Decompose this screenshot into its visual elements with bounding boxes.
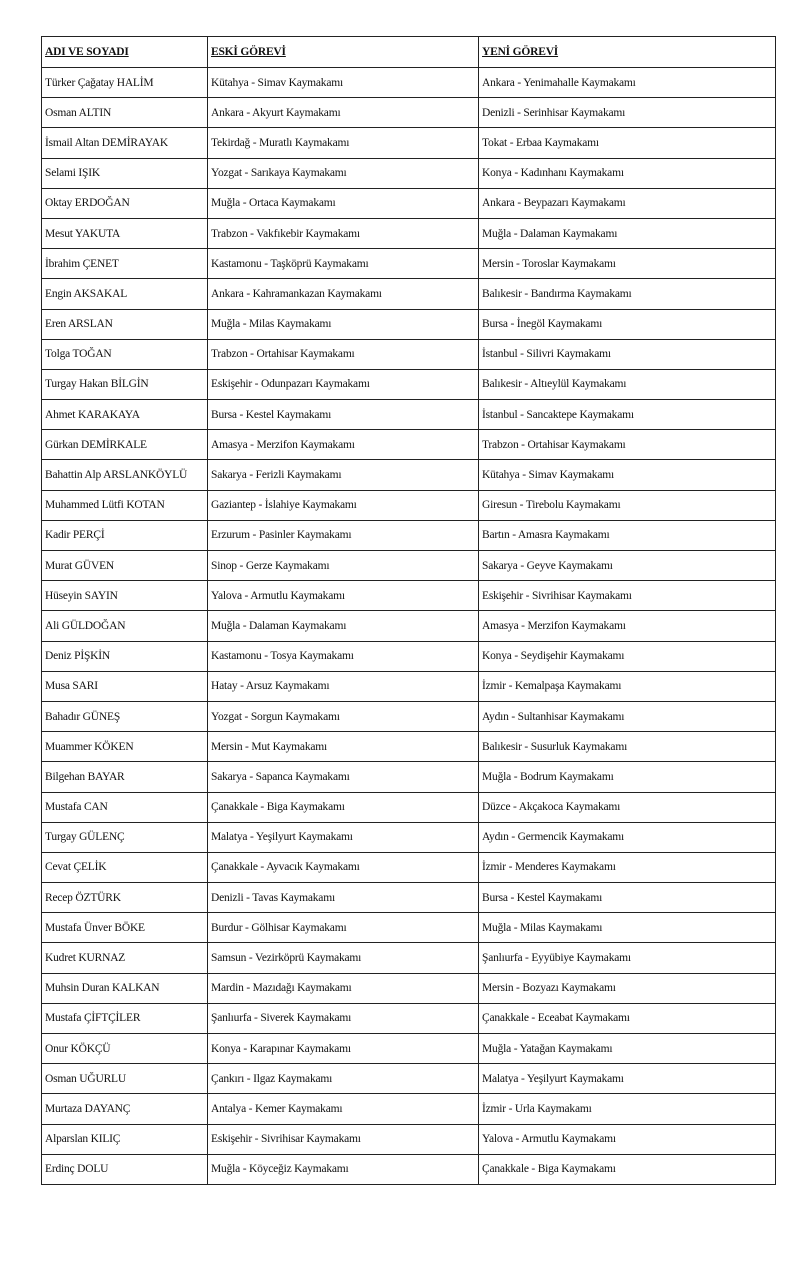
person-name-cell: Engin AKSAKAL	[42, 279, 208, 309]
table-row	[42, 1124, 776, 1154]
table-row	[42, 279, 776, 309]
table-row	[42, 913, 776, 943]
new-position-cell: Ankara - Yenimahalle Kaymakamı	[479, 68, 776, 98]
table-row	[42, 641, 776, 671]
old-position-cell: Bursa - Kestel Kaymakamı	[208, 400, 479, 430]
new-position-cell: Bartın - Amasra Kaymakamı	[479, 520, 776, 550]
table-row	[42, 1064, 776, 1094]
table-row	[42, 218, 776, 248]
old-position-cell: Hatay - Arsuz Kaymakamı	[208, 671, 479, 701]
table-row	[42, 883, 776, 913]
person-name-cell: Kadir PERÇİ	[42, 520, 208, 550]
old-position-cell: Malatya - Yeşilyurt Kaymakamı	[208, 822, 479, 852]
old-position-cell: Sakarya - Ferizli Kaymakamı	[208, 460, 479, 490]
person-name-cell: Cevat ÇELİK	[42, 852, 208, 882]
new-position-cell: Sakarya - Geyve Kaymakamı	[479, 551, 776, 581]
person-name-cell: Recep ÖZTÜRK	[42, 883, 208, 913]
old-position-cell: Ankara - Akyurt Kaymakamı	[208, 98, 479, 128]
table-row	[42, 68, 776, 98]
new-position-cell: İzmir - Urla Kaymakamı	[479, 1094, 776, 1124]
new-position-cell: Mersin - Bozyazı Kaymakamı	[479, 973, 776, 1003]
person-name-cell: Türker Çağatay HALİM	[42, 68, 208, 98]
old-position-cell: Eskişehir - Odunpazarı Kaymakamı	[208, 369, 479, 399]
person-name-cell: Erdinç DOLU	[42, 1154, 208, 1184]
old-position-cell: Gaziantep - İslahiye Kaymakamı	[208, 490, 479, 520]
old-position-cell: Çanakkale - Biga Kaymakamı	[208, 792, 479, 822]
new-position-cell: İzmir - Kemalpaşa Kaymakamı	[479, 671, 776, 701]
person-name-cell: Bahattin Alp ARSLANKÖYLÜ	[42, 460, 208, 490]
table-header-row	[42, 37, 776, 68]
person-name-cell: Muhsin Duran KALKAN	[42, 973, 208, 1003]
new-position-cell: Giresun - Tirebolu Kaymakamı	[479, 490, 776, 520]
new-position-cell: İstanbul - Sancaktepe Kaymakamı	[479, 400, 776, 430]
new-position-cell: İstanbul - Silivri Kaymakamı	[479, 339, 776, 369]
table-row	[42, 400, 776, 430]
old-position-cell: Mersin - Mut Kaymakamı	[208, 732, 479, 762]
new-position-cell: Denizli - Serinhisar Kaymakamı	[479, 98, 776, 128]
person-name-cell: Turgay GÜLENÇ	[42, 822, 208, 852]
new-position-cell: Muğla - Milas Kaymakamı	[479, 913, 776, 943]
person-name-cell: Murat GÜVEN	[42, 551, 208, 581]
new-position-cell: Aydın - Sultanhisar Kaymakamı	[479, 701, 776, 731]
table-row	[42, 98, 776, 128]
old-position-cell: Trabzon - Ortahisar Kaymakamı	[208, 339, 479, 369]
table-row	[42, 732, 776, 762]
person-name-cell: Muammer KÖKEN	[42, 732, 208, 762]
table-row	[42, 460, 776, 490]
new-position-cell: Tokat - Erbaa Kaymakamı	[479, 128, 776, 158]
person-name-cell: Muhammed Lütfi KOTAN	[42, 490, 208, 520]
old-position-cell: Amasya - Merzifon Kaymakamı	[208, 430, 479, 460]
person-name-cell: İbrahim ÇENET	[42, 249, 208, 279]
table-row	[42, 551, 776, 581]
person-name-cell: Osman UĞURLU	[42, 1064, 208, 1094]
table-row	[42, 188, 776, 218]
new-position-cell: Düzce - Akçakoca Kaymakamı	[479, 792, 776, 822]
header-old-position: ESKİ GÖREVİ	[208, 37, 479, 68]
table-row	[42, 852, 776, 882]
person-name-cell: Oktay ERDOĞAN	[42, 188, 208, 218]
table-row	[42, 249, 776, 279]
table-row	[42, 158, 776, 188]
old-position-cell: Burdur - Gölhisar Kaymakamı	[208, 913, 479, 943]
person-name-cell: Mustafa CAN	[42, 792, 208, 822]
new-position-cell: Balıkesir - Susurluk Kaymakamı	[479, 732, 776, 762]
old-position-cell: Tekirdağ - Muratlı Kaymakamı	[208, 128, 479, 158]
table-row	[42, 128, 776, 158]
old-position-cell: Erzurum - Pasinler Kaymakamı	[208, 520, 479, 550]
new-position-cell: Şanlıurfa - Eyyübiye Kaymakamı	[479, 943, 776, 973]
person-name-cell: Mustafa ÇİFTÇİLER	[42, 1003, 208, 1033]
new-position-cell: Eskişehir - Sivrihisar Kaymakamı	[479, 581, 776, 611]
new-position-cell: Kütahya - Simav Kaymakamı	[479, 460, 776, 490]
old-position-cell: Muğla - Dalaman Kaymakamı	[208, 611, 479, 641]
old-position-cell: Mardin - Mazıdağı Kaymakamı	[208, 973, 479, 1003]
person-name-cell: Murtaza DAYANÇ	[42, 1094, 208, 1124]
old-position-cell: Trabzon - Vakfıkebir Kaymakamı	[208, 218, 479, 248]
table-row	[42, 792, 776, 822]
new-position-cell: Malatya - Yeşilyurt Kaymakamı	[479, 1064, 776, 1094]
person-name-cell: Mesut YAKUTA	[42, 218, 208, 248]
old-position-cell: Eskişehir - Sivrihisar Kaymakamı	[208, 1124, 479, 1154]
new-position-cell: Bursa - Kestel Kaymakamı	[479, 883, 776, 913]
old-position-cell: Konya - Karapınar Kaymakamı	[208, 1034, 479, 1064]
new-position-cell: Amasya - Merzifon Kaymakamı	[479, 611, 776, 641]
person-name-cell: Ahmet KARAKAYA	[42, 400, 208, 430]
old-position-cell: Yozgat - Sarıkaya Kaymakamı	[208, 158, 479, 188]
person-name-cell: Eren ARSLAN	[42, 309, 208, 339]
new-position-cell: Bursa - İnegöl Kaymakamı	[479, 309, 776, 339]
table-row	[42, 309, 776, 339]
new-position-cell: Çanakkale - Biga Kaymakamı	[479, 1154, 776, 1184]
table-row	[42, 701, 776, 731]
header-name: ADI VE SOYADI	[42, 37, 208, 68]
person-name-cell: Ali GÜLDOĞAN	[42, 611, 208, 641]
new-position-cell: Trabzon - Ortahisar Kaymakamı	[479, 430, 776, 460]
new-position-cell: Balıkesir - Altıeylül Kaymakamı	[479, 369, 776, 399]
new-position-cell: Muğla - Bodrum Kaymakamı	[479, 762, 776, 792]
person-name-cell: Osman ALTIN	[42, 98, 208, 128]
old-position-cell: Yozgat - Sorgun Kaymakamı	[208, 701, 479, 731]
old-position-cell: Antalya - Kemer Kaymakamı	[208, 1094, 479, 1124]
new-position-cell: Konya - Seydişehir Kaymakamı	[479, 641, 776, 671]
table-row	[42, 369, 776, 399]
old-position-cell: Şanlıurfa - Siverek Kaymakamı	[208, 1003, 479, 1033]
table-row	[42, 520, 776, 550]
old-position-cell: Sinop - Gerze Kaymakamı	[208, 551, 479, 581]
old-position-cell: Kastamonu - Taşköprü Kaymakamı	[208, 249, 479, 279]
person-name-cell: Hüseyin SAYIN	[42, 581, 208, 611]
table-row	[42, 973, 776, 1003]
new-position-cell: İzmir - Menderes Kaymakamı	[479, 852, 776, 882]
person-name-cell: Bilgehan BAYAR	[42, 762, 208, 792]
table-row	[42, 581, 776, 611]
old-position-cell: Kütahya - Simav Kaymakamı	[208, 68, 479, 98]
person-name-cell: Turgay Hakan BİLGİN	[42, 369, 208, 399]
person-name-cell: Selami IŞIK	[42, 158, 208, 188]
table-body	[42, 68, 776, 1185]
table-row	[42, 671, 776, 701]
old-position-cell: Muğla - Köyceğiz Kaymakamı	[208, 1154, 479, 1184]
person-name-cell: Musa SARI	[42, 671, 208, 701]
person-name-cell: Tolga TOĞAN	[42, 339, 208, 369]
old-position-cell: Sakarya - Sapanca Kaymakamı	[208, 762, 479, 792]
table-row	[42, 1154, 776, 1184]
person-name-cell: Onur KÖKÇÜ	[42, 1034, 208, 1064]
table-row	[42, 339, 776, 369]
table-row	[42, 762, 776, 792]
table-row	[42, 1094, 776, 1124]
table-row	[42, 611, 776, 641]
table-row	[42, 1034, 776, 1064]
new-position-cell: Balıkesir - Bandırma Kaymakamı	[479, 279, 776, 309]
person-name-cell: Mustafa Ünver BÖKE	[42, 913, 208, 943]
new-position-cell: Muğla - Yatağan Kaymakamı	[479, 1034, 776, 1064]
new-position-cell: Mersin - Toroslar Kaymakamı	[479, 249, 776, 279]
person-name-cell: İsmail Altan DEMİRAYAK	[42, 128, 208, 158]
table-row	[42, 430, 776, 460]
old-position-cell: Kastamonu - Tosya Kaymakamı	[208, 641, 479, 671]
old-position-cell: Ankara - Kahramankazan Kaymakamı	[208, 279, 479, 309]
old-position-cell: Muğla - Ortaca Kaymakamı	[208, 188, 479, 218]
old-position-cell: Yalova - Armutlu Kaymakamı	[208, 581, 479, 611]
table-row	[42, 943, 776, 973]
new-position-cell: Muğla - Dalaman Kaymakamı	[479, 218, 776, 248]
person-name-cell: Deniz PİŞKİN	[42, 641, 208, 671]
person-name-cell: Kudret KURNAZ	[42, 943, 208, 973]
new-position-cell: Ankara - Beypazarı Kaymakamı	[479, 188, 776, 218]
new-position-cell: Konya - Kadınhanı Kaymakamı	[479, 158, 776, 188]
old-position-cell: Muğla - Milas Kaymakamı	[208, 309, 479, 339]
table-row	[42, 1003, 776, 1033]
header-new-position: YENİ GÖREVİ	[479, 37, 776, 68]
appointments-table	[41, 36, 776, 1185]
table-row	[42, 822, 776, 852]
old-position-cell: Çankırı - Ilgaz Kaymakamı	[208, 1064, 479, 1094]
old-position-cell: Samsun - Vezirköprü Kaymakamı	[208, 943, 479, 973]
old-position-cell: Çanakkale - Ayvacık Kaymakamı	[208, 852, 479, 882]
new-position-cell: Çanakkale - Eceabat Kaymakamı	[479, 1003, 776, 1033]
new-position-cell: Yalova - Armutlu Kaymakamı	[479, 1124, 776, 1154]
table-row	[42, 490, 776, 520]
person-name-cell: Gürkan DEMİRKALE	[42, 430, 208, 460]
person-name-cell: Bahadır GÜNEŞ	[42, 701, 208, 731]
new-position-cell: Aydın - Germencik Kaymakamı	[479, 822, 776, 852]
old-position-cell: Denizli - Tavas Kaymakamı	[208, 883, 479, 913]
person-name-cell: Alparslan KILIÇ	[42, 1124, 208, 1154]
